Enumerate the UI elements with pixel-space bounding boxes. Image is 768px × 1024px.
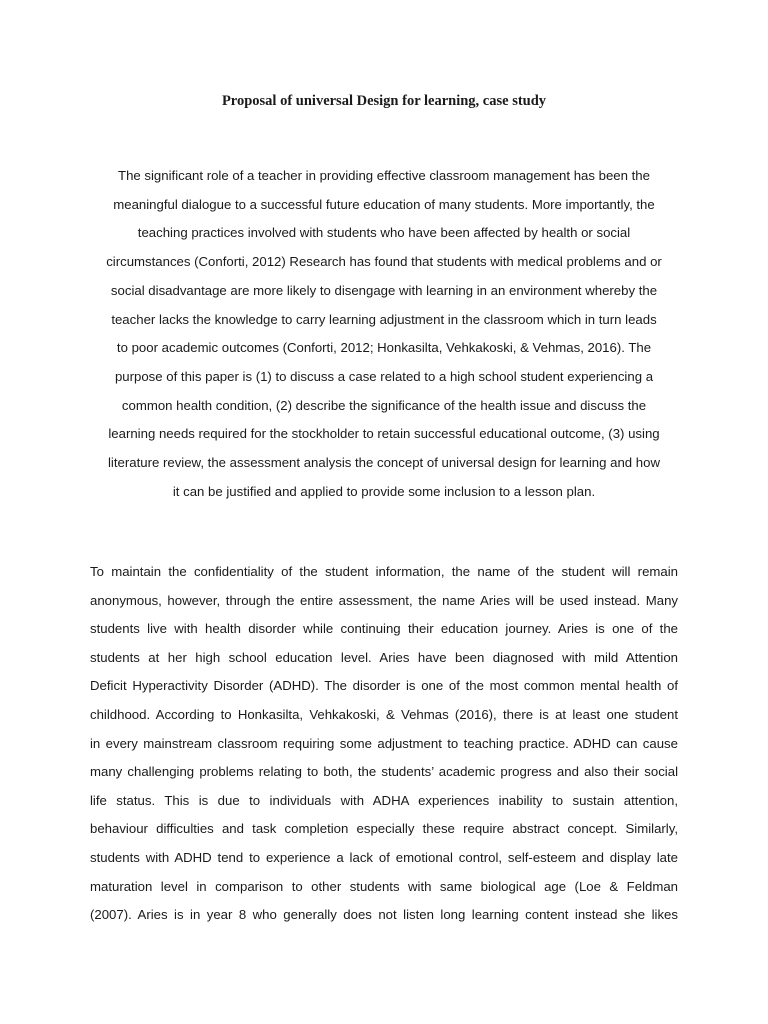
paragraph-line: students with ADHD tend to experience a lack of emotional control, self-esteem and display late [90,849,678,865]
paragraph-line: To maintain the confidentiality of the student information, the name of the student will remain [90,564,678,579]
paragraph-line: to poor academic outcomes (Conforti, 2012; Honkasilta, Vehkakoski, & Vehmas, 2016). The [116,340,652,356]
document-title: Proposal of universal Design for learning, case study [221,93,547,109]
paragraph-line: anonymous, however, through the entire assessment, the name Aries will be used instead. Many [90,592,678,608]
paragraph-line: many challenging problems relating to both, the students’ academic progress and also their social [90,764,678,780]
paragraph-line: meaningful dialogue to a successful future education of many students. More importantly, the [113,196,655,212]
paragraph-line: it can be justified and applied to provide some inclusion to a lesson plan. [172,483,596,499]
paragraph-line: teacher lacks the knowledge to carry learning adjustment in the classroom which in turn leads [111,311,657,327]
paragraph-line: teaching practices involved with students who have been affected by health or social [137,225,631,241]
paragraph-line: students at her high school education level. Aries have been diagnosed with mild Attention [90,649,678,665]
case-paragraph [90,558,678,930]
paragraph-line: life status. This is due to individuals with ADHA experiences inability to sustain attention, [90,792,678,808]
paragraph-line: in every mainstream classroom requiring some adjustment to teaching practice. ADHD can cause [90,735,678,751]
paragraph-line: literature review, the assessment analysis the concept of universal design for learning and how [108,455,660,471]
paragraph-line: learning needs required for the stockholder to retain successful educational outcome, (3) using [108,426,660,442]
paragraph-line: childhood. According to Honkasilta, Vehkakoski, & Vehmas (2016), there is at least one student [90,706,678,722]
paragraph-line: maturation level in comparison to other students with same biological age (Loe & Feldman [90,878,678,894]
paragraph-line: social disadvantage are more likely to disengage with learning in an environment whereby the [110,282,658,298]
paragraph-line: behaviour difficulties and task completion especially these require abstract concept. Similarly, [90,821,678,837]
paragraph-line: circumstances (Conforti, 2012) Research has found that students with medical problems and or [106,254,662,270]
paragraph-line: The significant role of a teacher in providing effective classroom management has been the [118,168,650,183]
paragraph-line: students live with health disorder while continuing their education journey. Aries is one of the [90,621,678,637]
paragraph-line: Deficit Hyperactivity Disorder (ADHD). The disorder is one of the most common mental health of [90,678,678,694]
intro-paragraph [60,162,708,506]
paragraph-line: (2007). Aries is in year 8 who generally does not listen long learning content instead she likes [90,907,678,923]
paragraph-line: purpose of this paper is (1) to discuss a case related to a high school student experiencing a [114,368,654,384]
paragraph-line: common health condition, (2) describe the significance of the health issue and discuss the [121,397,647,413]
